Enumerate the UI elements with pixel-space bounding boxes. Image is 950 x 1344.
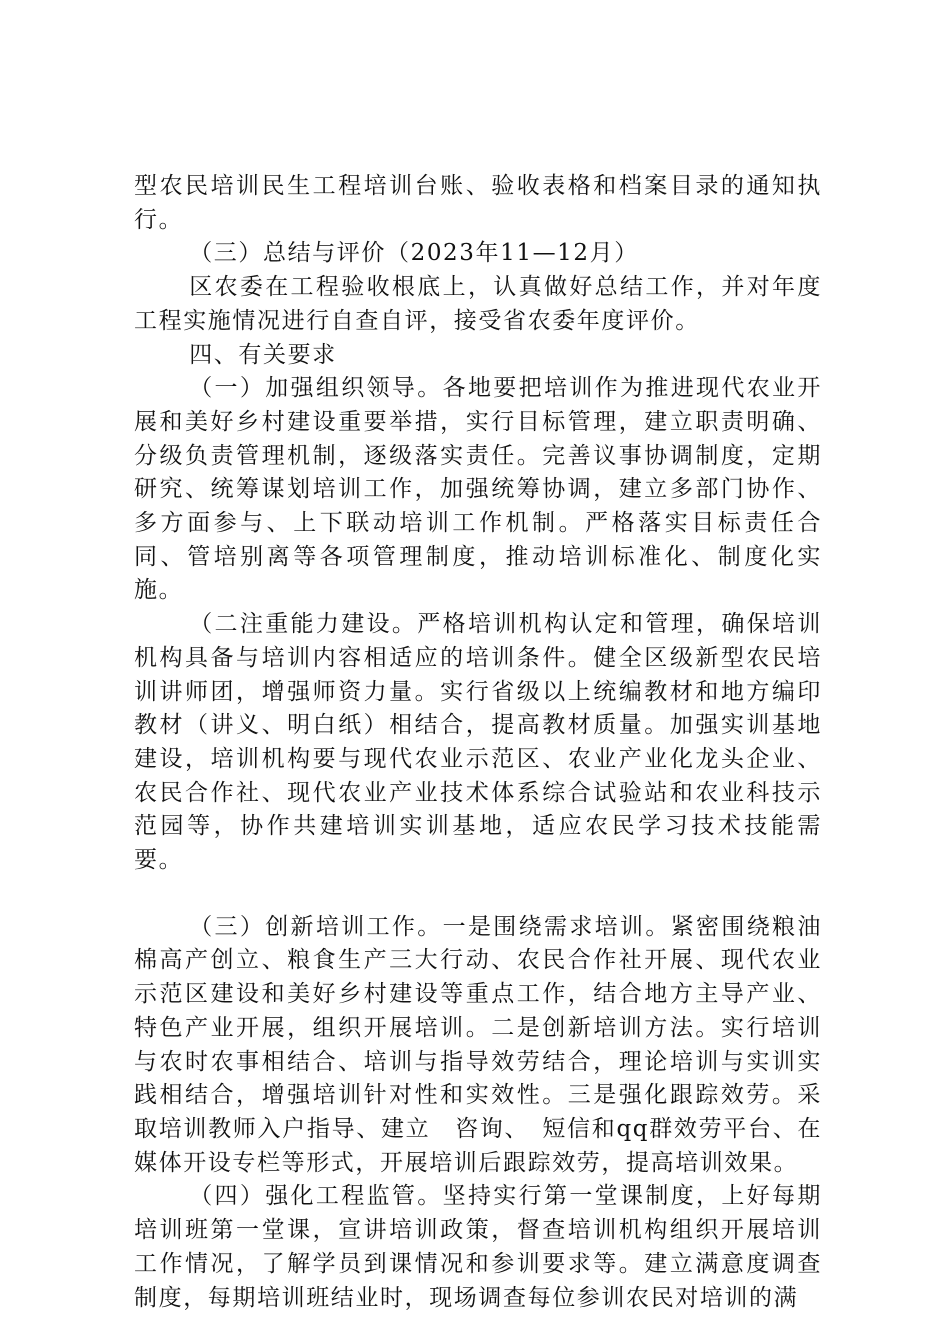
paragraph-leadership: （一）加强组织领导。各地要把培训作为推进现代农业开展和美好乡村建设重要举措，实行目标管理，建立职责明确、分级负责管理机制，逐级落实责任。完善议事协调制度，定期研究、统筹谋划培训工作，加强统筹协调，建立多部门协作、多方面参与、上下联动培训工作机制。严格落实目标责任合同、管培别离等各项管理制度，推动培训标准化、制度化实施。 — [134, 375, 822, 604]
paragraph-continuation: 型农民培训民生工程培训台账、验收表格和档案目录的通知执行。 — [134, 173, 822, 233]
document-body — [134, 170, 822, 1315]
paragraph-summary: 区农委在工程验收根底上，认真做好总结工作，并对年度工程实施情况进行自查自评，接受省农委年度评价。 — [134, 274, 822, 334]
paragraph-supervision: （四）强化工程监管。坚持实行第一堂课制度，上好每期培训班第一堂课，宣讲培训政策，督查培训机构组织开展培训工作情况，了解学员到课情况和参训要求等。建立满意度调查制度，每期培训班结业时，现场调查每位参训农民对培训的满 — [134, 1183, 822, 1311]
section-heading-summary: （三）总结与评价（2023年11—12月） — [189, 240, 639, 267]
paragraph-capacity: （二注重能力建设。严格培训机构认定和管理，确保培训机构具备与培训内容相适应的培训条件。健全区级新型农民培训讲师团，增强师资力量。实行省级以上统编教材和地方编印教材（讲义、明白纸）相结合，提高教材质量。加强实训基地建设，培训机构要与现代农业示范区、农业产业化龙头企业、农民合作社、现代农业产业技术体系综合试验站和农业科技示范园等，协作共建培训实训基地，适应农民学习技术技能需要。 — [134, 611, 822, 874]
section-heading-requirements: 四、有关要求 — [189, 341, 337, 368]
paragraph-innovation: （三）创新培训工作。一是围绕需求培训。紧密围绕粮油棉高产创立、粮食生产三大行动、农民合作社开展、现代农业示范区建设和美好乡村建设等重点工作，结合地方主导产业、特色产业开展，组织开展培训。二是创新培训方法。实行培训与农时农事相结合、培训与指导效劳结合，理论培训与实训实践相结合，增强培训针对性和实效性。三是强化跟踪效劳。采取培训教师入户指导、建立 咨询、 短信和qq群效劳平台、在媒体开设专栏等形式，开展培训后跟踪效劳，提高培训效果。 — [134, 913, 822, 1176]
